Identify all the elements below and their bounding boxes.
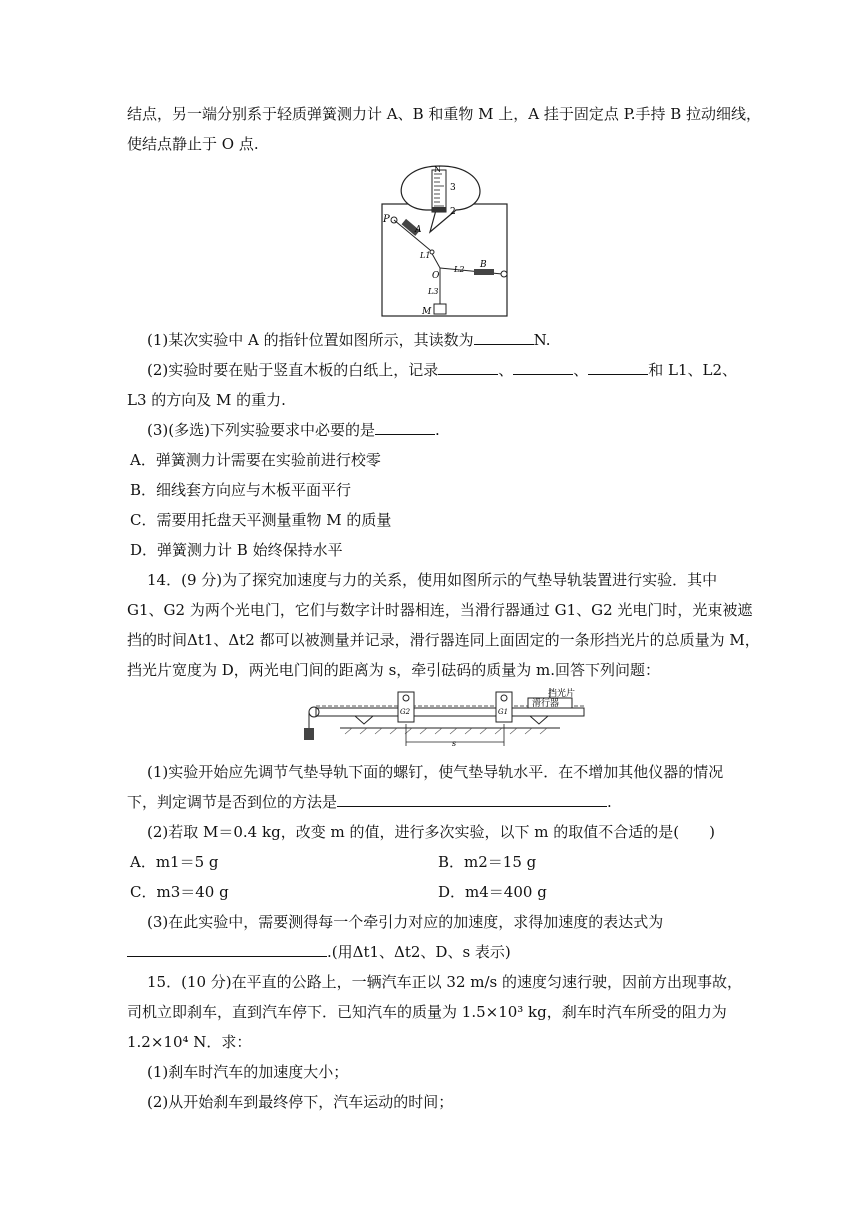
q15-stem-2: 司机立即刹车，直到汽车停下．已知汽车的质量为 1.5×10³ kg，刹车时汽车所受的阻力为	[127, 1003, 727, 1021]
q15-part2: (2)从开始刹车到最终停下，汽车运动的时间；	[147, 1093, 454, 1111]
q13-part3: (3)(多选)下列实验要求中必要的是 .	[147, 421, 440, 439]
q15-stem-1: 15．(10 分)在平直的公路上，一辆汽车正以 32 m/s 的速度匀速行驶，因前方出现事故，	[147, 973, 743, 991]
label-B: B	[480, 260, 487, 270]
q14-stem-3: 挡的时间Δt1、Δt2 都可以被测量并记录，滑行器连同上面固定的一条形挡光片的总质量为 M，	[127, 631, 760, 649]
label-A: A	[415, 225, 422, 235]
q15-stem-3: 1.2×10⁴ N．求：	[127, 1033, 252, 1051]
q13-option-B: B．细线套方向应与木板平面平行	[130, 481, 352, 499]
label-G1: G1	[498, 708, 509, 716]
label-s: s	[452, 739, 457, 748]
scale-mark-3: 3	[450, 183, 456, 193]
q14-stem-2: G1、G2 为两个光电门，它们与数字计时器相连，当滑行器通过 G1、G2 光电门时，光束被遮	[127, 601, 753, 619]
q13-option-A: A．弹簧测力计需要在实验前进行校零	[130, 451, 381, 469]
q14-part1-line2: 下，判定调节是否到位的方法是 .	[127, 793, 612, 811]
weight-M	[434, 304, 446, 314]
label-O: O	[432, 271, 440, 281]
ground-hatch	[345, 728, 547, 734]
answer-blank	[438, 360, 498, 375]
answer-blank	[588, 360, 648, 375]
intro-line-2: 使结点静止于 O 点.	[127, 135, 259, 153]
scale-pointer	[432, 207, 446, 212]
gate-G1	[496, 692, 512, 722]
q13-option-C: C．需要用托盘天平测量重物 M 的质量	[130, 511, 392, 529]
q15-part1: (1)刹车时汽车的加速度大小；	[147, 1063, 349, 1081]
q14-stem-4: 挡光片宽度为 D，两光电门间的距离为 s，牵引砝码的质量为 m.回答下列问题：	[127, 661, 661, 679]
q13-part2-cont: L3 的方向及 M 的重力.	[127, 391, 286, 409]
label-guangpian: 挡光片	[548, 689, 576, 699]
answer-blank	[375, 420, 435, 435]
label-L3: L3	[428, 287, 439, 296]
q14-part2: (2)若取 M＝0.4 kg，改变 m 的值，进行多次实验，以下 m 的取值不合适的是( )	[147, 823, 715, 841]
board-outline	[382, 204, 507, 316]
answer-blank	[474, 330, 534, 345]
q13-part2: (2)实验时要在贴于竖直木板的白纸上，记录 、 、 和 L1、L2、	[147, 361, 738, 379]
answer-blank	[127, 942, 327, 957]
air-track	[316, 708, 584, 716]
q14-part3-line1: (3)在此实验中，需要测得每一个牵引力对应的加速度，求得加速度的表达式为	[147, 913, 664, 931]
q14-stem-1: 14．(9 分)为了探究加速度与力的关系，使用如图所示的气垫导轨装置进行实验．其中	[147, 571, 718, 589]
q13-option-D: D．弹簧测力计 B 始终保持水平	[130, 541, 343, 559]
answer-blank	[513, 360, 573, 375]
label-L2: L2	[454, 265, 465, 274]
scale-mark-2: 2	[450, 207, 456, 217]
label-G2: G2	[400, 708, 411, 716]
q14-option-C: C．m3＝40 g	[130, 883, 229, 901]
q13-part1: (1)某次实验中 A 的指针位置如图所示，其读数为 N.	[147, 331, 551, 349]
label-P: P	[383, 214, 390, 225]
label-L1: L1	[420, 251, 431, 260]
gate-G2	[398, 692, 414, 722]
spring-balance-figure	[370, 160, 520, 320]
label-slider: 滑行器	[532, 699, 560, 709]
intro-line-1: 结点，另一端分别系于轻质弹簧测力计 A、B 和重物 M 上，A 挂于固定点 P.手持 B 拉动细线，	[127, 105, 762, 123]
q14-part1-line1: (1)实验开始应先调节气垫导轨下面的螺钉，使气垫导轨水平．在不增加其他仪器的情况	[147, 763, 724, 781]
answer-blank	[337, 792, 607, 807]
scale-unit: N	[434, 165, 441, 174]
q14-option-B: B．m2＝15 g	[438, 853, 537, 871]
air-track-figure	[300, 684, 600, 750]
label-M: M	[422, 307, 432, 317]
q14-part3-line2: .(用Δt1、Δt2、D、s 表示)	[127, 942, 511, 962]
q14-option-D: D．m4＝400 g	[438, 883, 547, 901]
weight-m	[304, 728, 314, 740]
q14-option-A: A．m1＝5 g	[130, 853, 219, 871]
